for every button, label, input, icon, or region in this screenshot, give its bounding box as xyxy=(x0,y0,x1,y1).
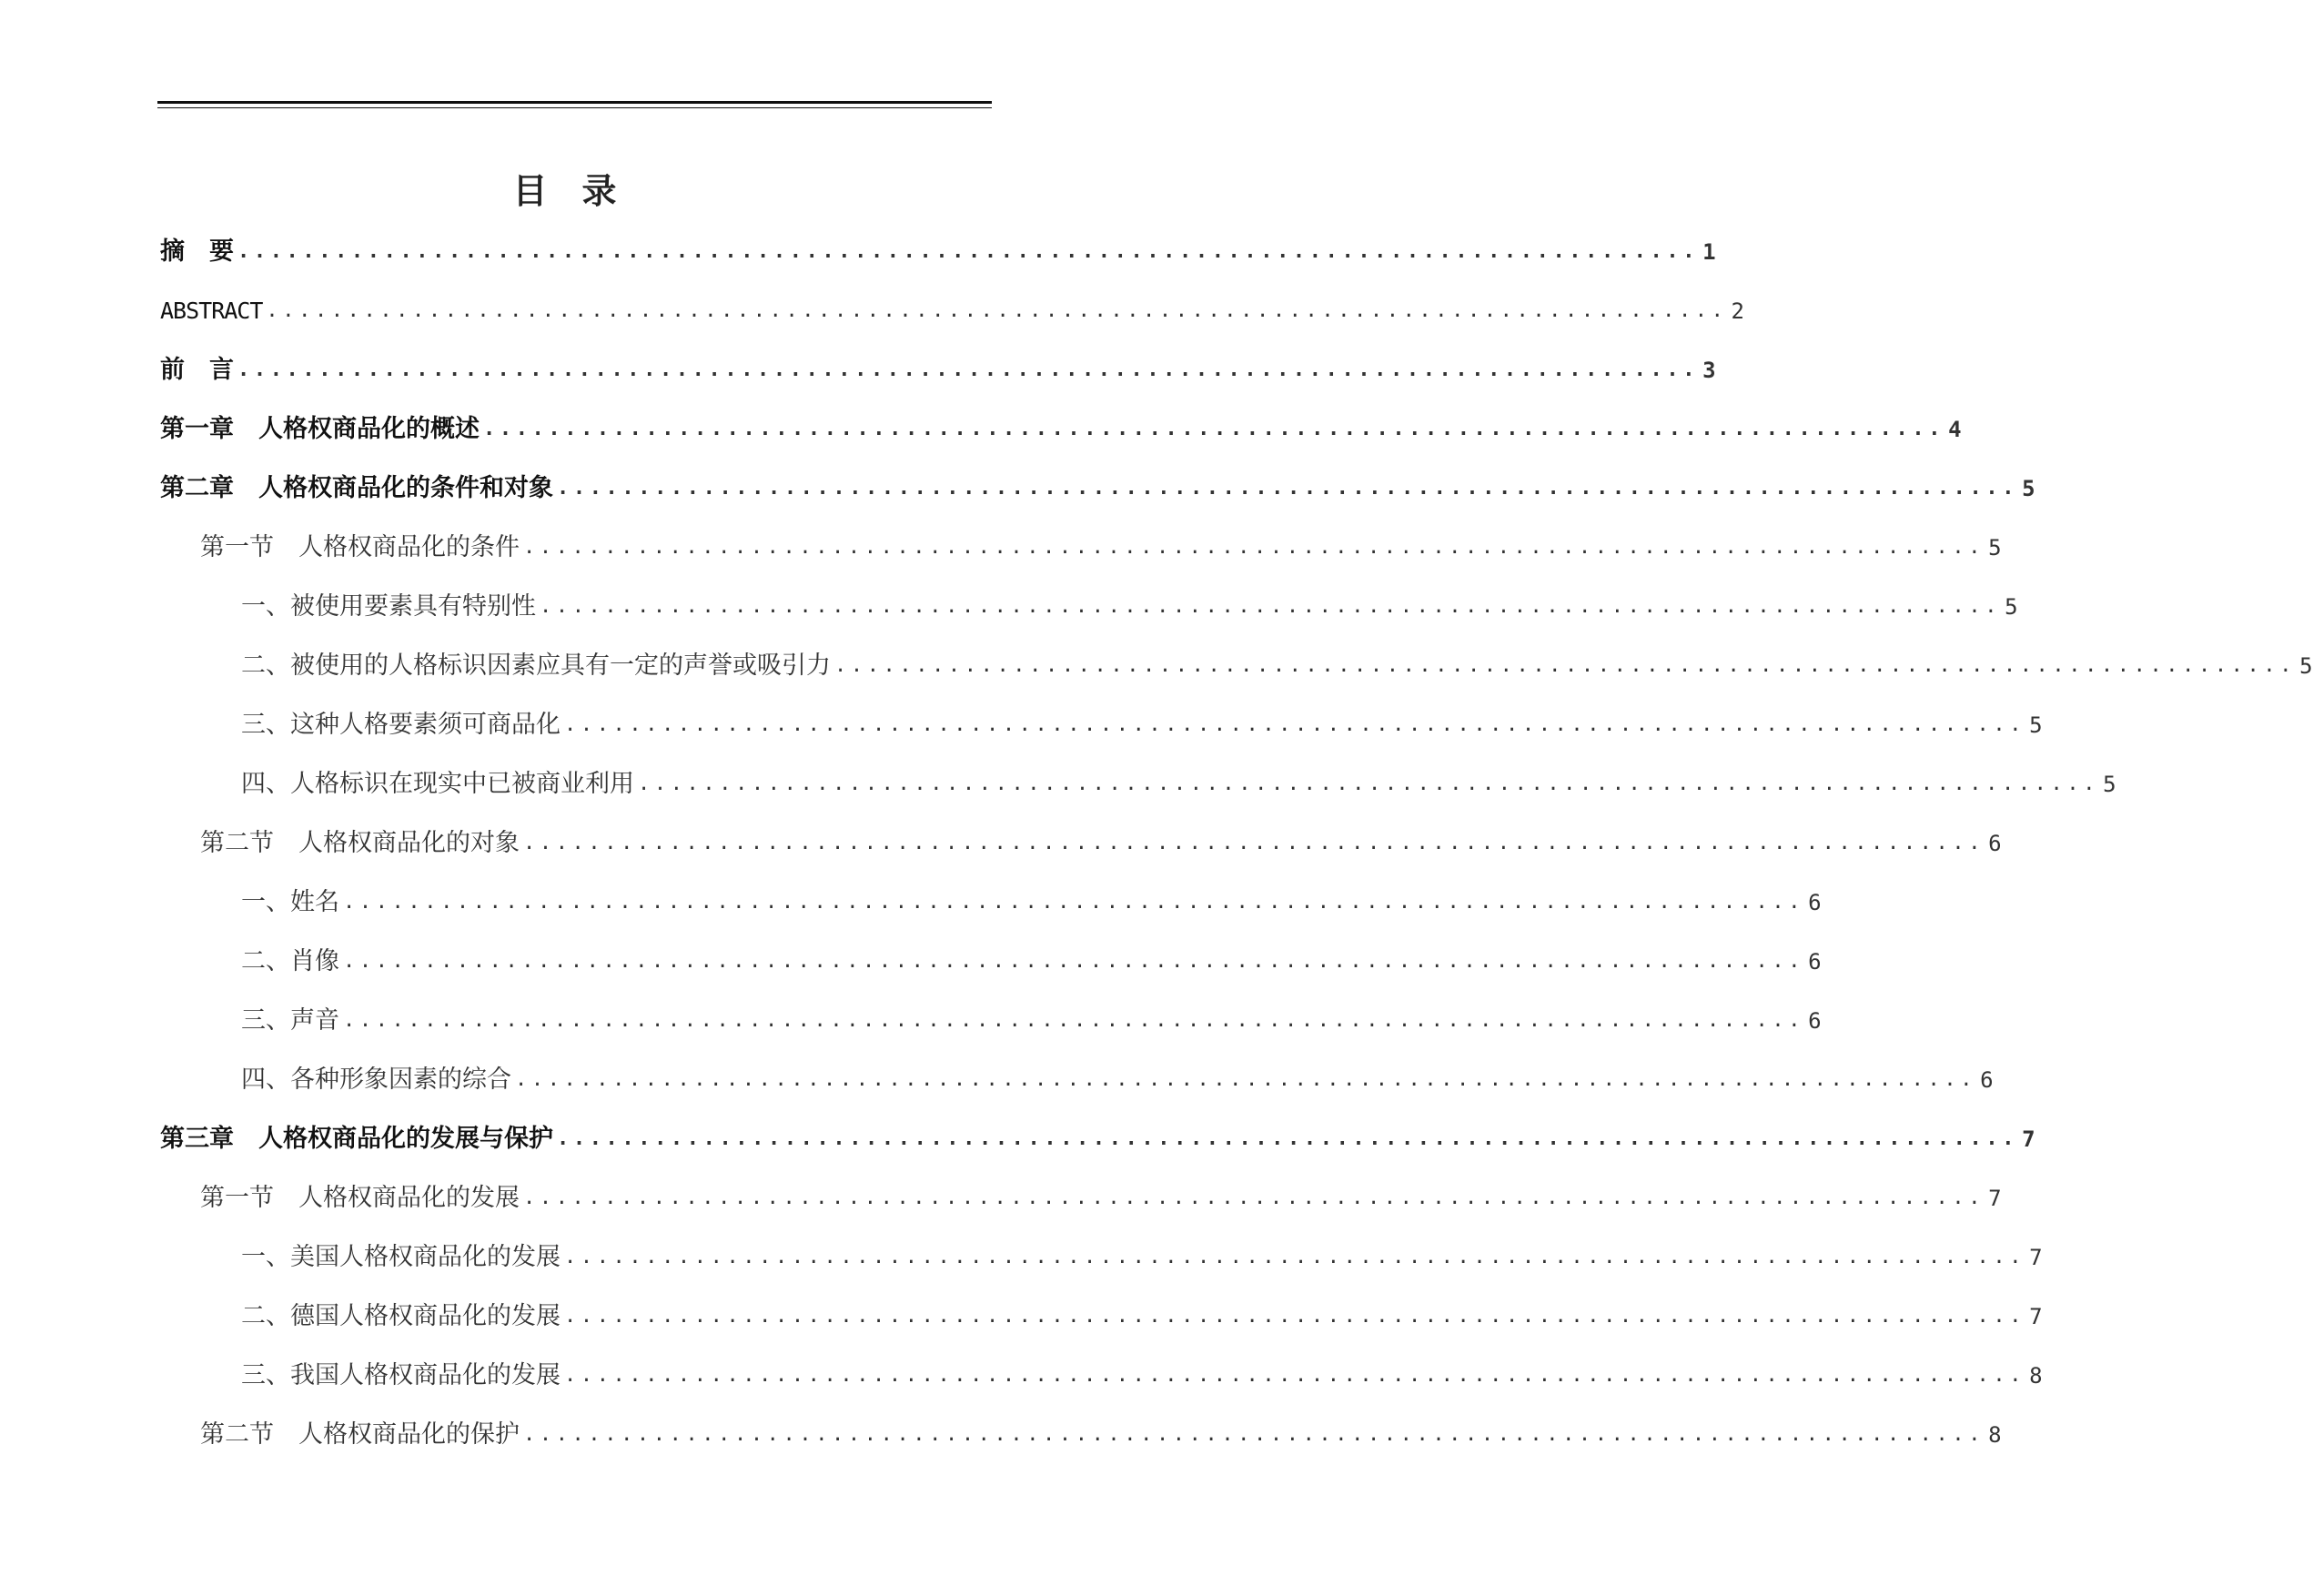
toc-leader-dots: .......................................................................................... xyxy=(564,1305,2026,1328)
toc-entry-ch3-sec1[interactable] xyxy=(200,1178,2002,1215)
toc-entry-label: 一、被使用要素具有特别性 xyxy=(241,592,536,621)
toc-entry-ch2-sec1-item4[interactable] xyxy=(241,764,2116,801)
toc-leader-dots: .......................................................................................... xyxy=(343,1009,1805,1032)
toc-entry-page: 6 xyxy=(1808,1008,1822,1034)
toc-entry-ch3-sec1-item3[interactable] xyxy=(241,1356,2043,1392)
toc-entry-label: 二、德国人格权商品化的发展 xyxy=(241,1302,561,1330)
toc-entry-ch2-sec1-item2[interactable] xyxy=(241,646,2313,682)
toc-entry-label: 三、声音 xyxy=(241,1006,339,1035)
toc-entry-chapter-2[interactable] xyxy=(160,469,2035,505)
toc-entry-ch2-sec2-item4[interactable] xyxy=(241,1060,1994,1096)
toc-entry-label: 三、我国人格权商品化的发展 xyxy=(241,1361,561,1389)
toc-entry-page: 6 xyxy=(1808,949,1822,975)
toc-entry-label: 第三章 人格权商品化的发展与保护 xyxy=(160,1125,553,1153)
toc-entry-page: 5 xyxy=(2022,476,2035,501)
toc-entry-page: 6 xyxy=(1808,890,1822,915)
toc-entry-chapter-3[interactable] xyxy=(160,1119,2035,1156)
toc-entry-page: 6 xyxy=(1980,1067,1994,1093)
toc-entry-chapter-1[interactable] xyxy=(160,409,1962,446)
toc-entry-ch2-sec1[interactable] xyxy=(200,528,2002,564)
toc-entry-ch2-sec2-item3[interactable] xyxy=(241,1001,1822,1037)
toc-leader-dots: .......................................................................................... xyxy=(523,536,1985,559)
toc-entry-page: 5 xyxy=(2005,594,2018,620)
toc-entry-page: 8 xyxy=(1988,1422,2002,1448)
toc-entry-ch3-sec2[interactable] xyxy=(200,1415,2002,1451)
toc-leader-dots: .......................................................................................... xyxy=(483,418,1945,440)
toc-entry-ch3-sec1-item1[interactable] xyxy=(241,1237,2043,1274)
toc-leader-dots: .......................................................................................... xyxy=(515,1068,1977,1091)
toc-entry-ch2-sec2-item2[interactable] xyxy=(241,942,1822,978)
toc-leader-dots: .......................................................................................... xyxy=(564,1246,2026,1268)
header-double-rule xyxy=(157,101,992,108)
toc-leader-dots: .......................................................................................... xyxy=(343,891,1805,914)
toc-leader-dots: .......................................................................................... xyxy=(540,595,2002,618)
toc-entry-page: 5 xyxy=(2029,712,2043,738)
toc-entry-page: 1 xyxy=(1702,239,1716,265)
toc-leader-dots: .......................................................................................... xyxy=(343,950,1805,973)
toc-entry-page: 7 xyxy=(2029,1304,2043,1329)
toc-entry-page: 7 xyxy=(2022,1126,2035,1152)
toc-entry-ch2-sec2-item1[interactable] xyxy=(241,883,1822,919)
toc-leader-dots: .......................................................................................... xyxy=(557,477,2019,500)
toc-leader-dots: .......................................................................................... xyxy=(266,299,1728,322)
toc-entry-label: ABSTRACT xyxy=(160,298,263,324)
toc-entry-page: 5 xyxy=(1988,535,2002,561)
toc-leader-dots: .......................................................................................... xyxy=(557,1127,2019,1150)
toc-entry-label: 二、被使用的人格标识因素应具有一定的声誉或吸引力 xyxy=(241,652,831,680)
toc-entry-label: 四、各种形象因素的综合 xyxy=(241,1066,511,1094)
toc-entry-label: 第二节 人格权商品化的保护 xyxy=(200,1420,520,1449)
toc-entry-abstract-cn[interactable] xyxy=(160,232,1716,268)
toc-entry-page: 5 xyxy=(2103,772,2116,797)
toc-entry-ch2-sec1-item1[interactable] xyxy=(241,587,2018,623)
toc-entry-ch2-sec2[interactable] xyxy=(200,823,2002,860)
toc-leader-dots: .......................................................................................... xyxy=(564,1364,2026,1387)
toc-entry-label: 一、姓名 xyxy=(241,888,339,916)
toc-entry-label: 第一节 人格权商品化的发展 xyxy=(200,1184,520,1212)
toc-leader-dots: .......................................................................................... xyxy=(638,773,2100,795)
toc-title: 目 录 xyxy=(512,170,617,211)
toc-entry-ch3-sec1-item2[interactable] xyxy=(241,1297,2043,1333)
toc-entry-label: 第一章 人格权商品化的概述 xyxy=(160,415,480,443)
toc-entry-label: 第二章 人格权商品化的条件和对象 xyxy=(160,474,553,502)
toc-entry-page: 8 xyxy=(2029,1363,2043,1389)
toc-entry-label: 前 言 xyxy=(160,356,234,384)
toc-entry-page: 7 xyxy=(1988,1186,2002,1211)
toc-entry-page: 7 xyxy=(2029,1245,2043,1270)
toc-entry-label: 第二节 人格权商品化的对象 xyxy=(200,829,520,857)
toc-entry-page: 3 xyxy=(1702,358,1716,383)
toc-entry-page: 5 xyxy=(2299,653,2313,679)
toc-leader-dots: .......................................................................................... xyxy=(834,654,2297,677)
toc-leader-dots: .......................................................................................... xyxy=(237,359,1700,381)
toc-entry-label: 四、人格标识在现实中已被商业利用 xyxy=(241,770,634,798)
toc-leader-dots: .......................................................................................... xyxy=(237,240,1700,263)
toc-entry-label: 三、这种人格要素须可商品化 xyxy=(241,711,561,739)
toc-entry-page: 6 xyxy=(1988,831,2002,856)
toc-entry-label: 二、肖像 xyxy=(241,947,339,975)
toc-leader-dots: .......................................................................................... xyxy=(523,1423,1985,1446)
toc-leader-dots: .......................................................................................... xyxy=(523,832,1985,854)
toc-entry-page: 2 xyxy=(1731,298,1743,324)
toc-entry-label: 一、美国人格权商品化的发展 xyxy=(241,1243,561,1271)
toc-entry-abstract-en[interactable] xyxy=(160,291,1743,328)
toc-leader-dots: .......................................................................................... xyxy=(523,1187,1985,1209)
toc-entry-label: 第一节 人格权商品化的条件 xyxy=(200,533,520,561)
toc-leader-dots: .......................................................................................... xyxy=(564,713,2026,736)
toc-entry-label: 摘 要 xyxy=(160,237,234,266)
toc-entry-page: 4 xyxy=(1948,417,1962,442)
toc-entry-ch2-sec1-item3[interactable] xyxy=(241,705,2043,742)
toc-entry-preface[interactable] xyxy=(160,350,1716,387)
